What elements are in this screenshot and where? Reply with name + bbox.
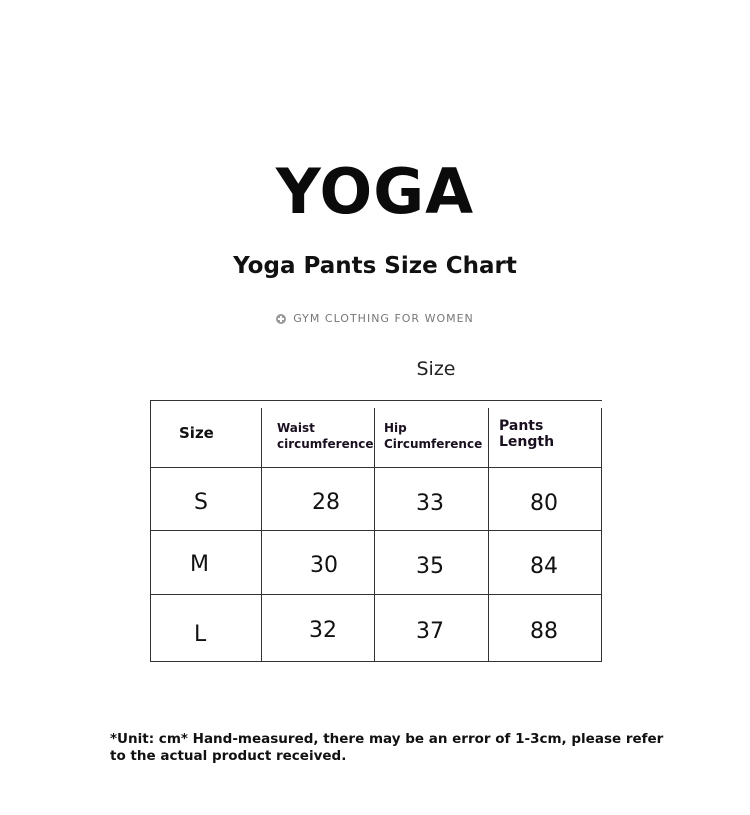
- cell-waist-l: [309, 610, 337, 650]
- cell-value: S: [194, 489, 208, 515]
- table-caption: Size: [416, 358, 456, 380]
- tagline-text: GYM CLOTHING FOR WOMEN: [293, 312, 474, 325]
- size-table: [150, 400, 602, 662]
- cell-value: 32: [309, 617, 337, 643]
- header-length: [499, 412, 602, 456]
- cell-value: M: [190, 551, 209, 577]
- cell-waist-m: [310, 545, 338, 585]
- cell-size-s: [194, 482, 208, 522]
- header-hip-line1: Hip: [384, 421, 407, 435]
- header-hip: [384, 412, 482, 460]
- footnote: *Unit: cm* Hand-measured, there may be an error of 1-3cm, please refer to the actual product received.: [110, 731, 664, 764]
- cell-value: 88: [530, 618, 558, 644]
- cell-waist-s: [312, 482, 340, 522]
- cell-value: 28: [312, 489, 340, 515]
- row-divider: [150, 594, 602, 595]
- cell-value: 33: [416, 490, 444, 516]
- cell-length-l: [530, 611, 558, 651]
- column-divider: [261, 408, 262, 662]
- cell-length-s: [530, 483, 558, 523]
- table-bottom-border: [150, 661, 602, 662]
- cell-hip-s: [416, 483, 444, 523]
- cell-value: L: [194, 621, 207, 647]
- brand-title: YOGA: [275, 155, 475, 228]
- header-size: [179, 412, 214, 454]
- row-divider: [150, 467, 602, 468]
- header-length-label: Pants Length: [499, 418, 555, 450]
- tagline: [0, 310, 750, 328]
- header-hip-line2: Circumference: [384, 437, 483, 451]
- cell-hip-l: [416, 611, 444, 651]
- cell-value: 35: [416, 553, 444, 579]
- chart-title: Yoga Pants Size Chart: [233, 253, 517, 279]
- header-waist-line2: circumference: [277, 437, 374, 451]
- cell-size-m: [190, 544, 209, 584]
- cell-value: 84: [530, 553, 558, 579]
- header-size-label: Size: [179, 424, 214, 442]
- cell-value: 37: [416, 618, 444, 644]
- cell-value: 30: [310, 552, 338, 578]
- column-divider: [374, 408, 375, 662]
- column-divider: [488, 408, 489, 662]
- table-top-border: [150, 400, 602, 401]
- plus-circle-icon: [276, 314, 286, 324]
- cell-hip-m: [416, 546, 444, 586]
- header-waist: [277, 412, 374, 460]
- cell-size-l: [194, 614, 206, 654]
- header-waist-line1: Waist: [277, 421, 315, 435]
- row-divider: [150, 530, 602, 531]
- cell-value: 80: [530, 490, 558, 516]
- table-left-border: [150, 400, 151, 662]
- cell-length-m: [530, 546, 558, 586]
